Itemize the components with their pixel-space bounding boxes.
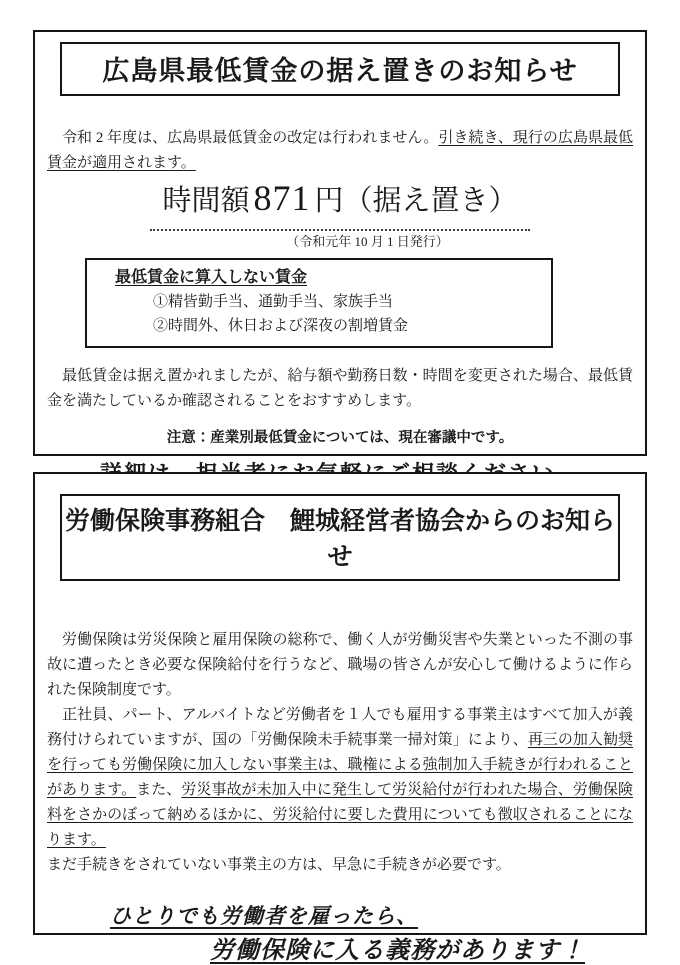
labor-insurance-notice-panel [33,472,647,964]
intro-text: 令和 2 年度は、広島県最低賃金の改定は行われません。 [47,130,439,146]
excluded-wages-heading: 最低賃金に算入しない賃金 [115,269,308,286]
intro-underlined-text: 引き続き、現行の広島県最低賃金が適用されます。 [47,130,634,171]
hourly-wage-line [35,178,645,231]
notice2-paragraph-2 [47,703,633,853]
minimum-wage-notice-panel [33,30,647,456]
excluded-wages-item: ①精皆勤手当、通勤手当、家族手当 [153,294,394,310]
notice2-title-box [60,494,620,581]
wage-unit: 円（据え置き） [314,185,518,217]
excluded-wages-box [85,258,553,348]
slogan-block [35,904,645,965]
p2-normal-text-2: また、 [136,782,182,798]
wage-amount: 871 [253,178,311,218]
wage-label: 時間額 [162,185,250,217]
p2-underlined-text-1: 再三の加入勧奨を行っても労働保険に加入しない事業主は、職権による強制加入手続きが行われることがあります。 [47,732,633,798]
notice1-title: 広島県最低賃金の据え置きのお知らせ [102,56,578,86]
notice2-paragraph-1: 労働保険は労災保険と雇用保険の総称で、働く人が労働災害や失業といった不測の事故に遭ったとき必要な保険給付を行うなど、職場の皆さんが安心して働けるように作られた保険制度です。 [47,632,633,698]
notice2-paragraph-3: まだ手続きをされていない事業主の方は、早急に手続きが必要です。 [47,857,511,873]
notice1-intro-paragraph [47,126,633,176]
notice1-title-box [60,42,620,96]
notice2-body [47,628,633,878]
p2-underlined-text-2: 労災事故が未加入中に発生して労災給付が行われた場合、労働保険料をさかのぼって納めるほかに、労災給付に要した費用についても徴収されることになります。 [47,782,633,848]
p2-normal-text: 正社員、パート、アルバイトなど労働者を１人でも雇用する事業主はすべて加入が義務付けられていますが、国の「労働保険未手続事業一掃対策」により、 [47,707,633,748]
slogan-line-2: 労働保険に入る義務があります！ [210,937,585,964]
notice2-title: 労働保険事務組合 鯉城経営者協会からのお知らせ [64,507,615,571]
hourly-wage-underlined-group [150,178,529,231]
slogan-line-1: ひとりでも労働者を雇ったら、 [110,905,418,928]
issue-date: （令和元年 10 月 1 日発行） [286,234,449,249]
notice1-advice-paragraph: 最低賃金は据え置かれましたが、給与額や勤務日数・時間を変更された場合、最低賃金を満たしているか確認されることをおすすめします。 [47,368,633,409]
excluded-wages-item: ②時間外、休日および深夜の割増賃金 [153,318,409,334]
industry-wage-note: 注意：産業別最低賃金については、現在審議中です。 [166,430,514,446]
